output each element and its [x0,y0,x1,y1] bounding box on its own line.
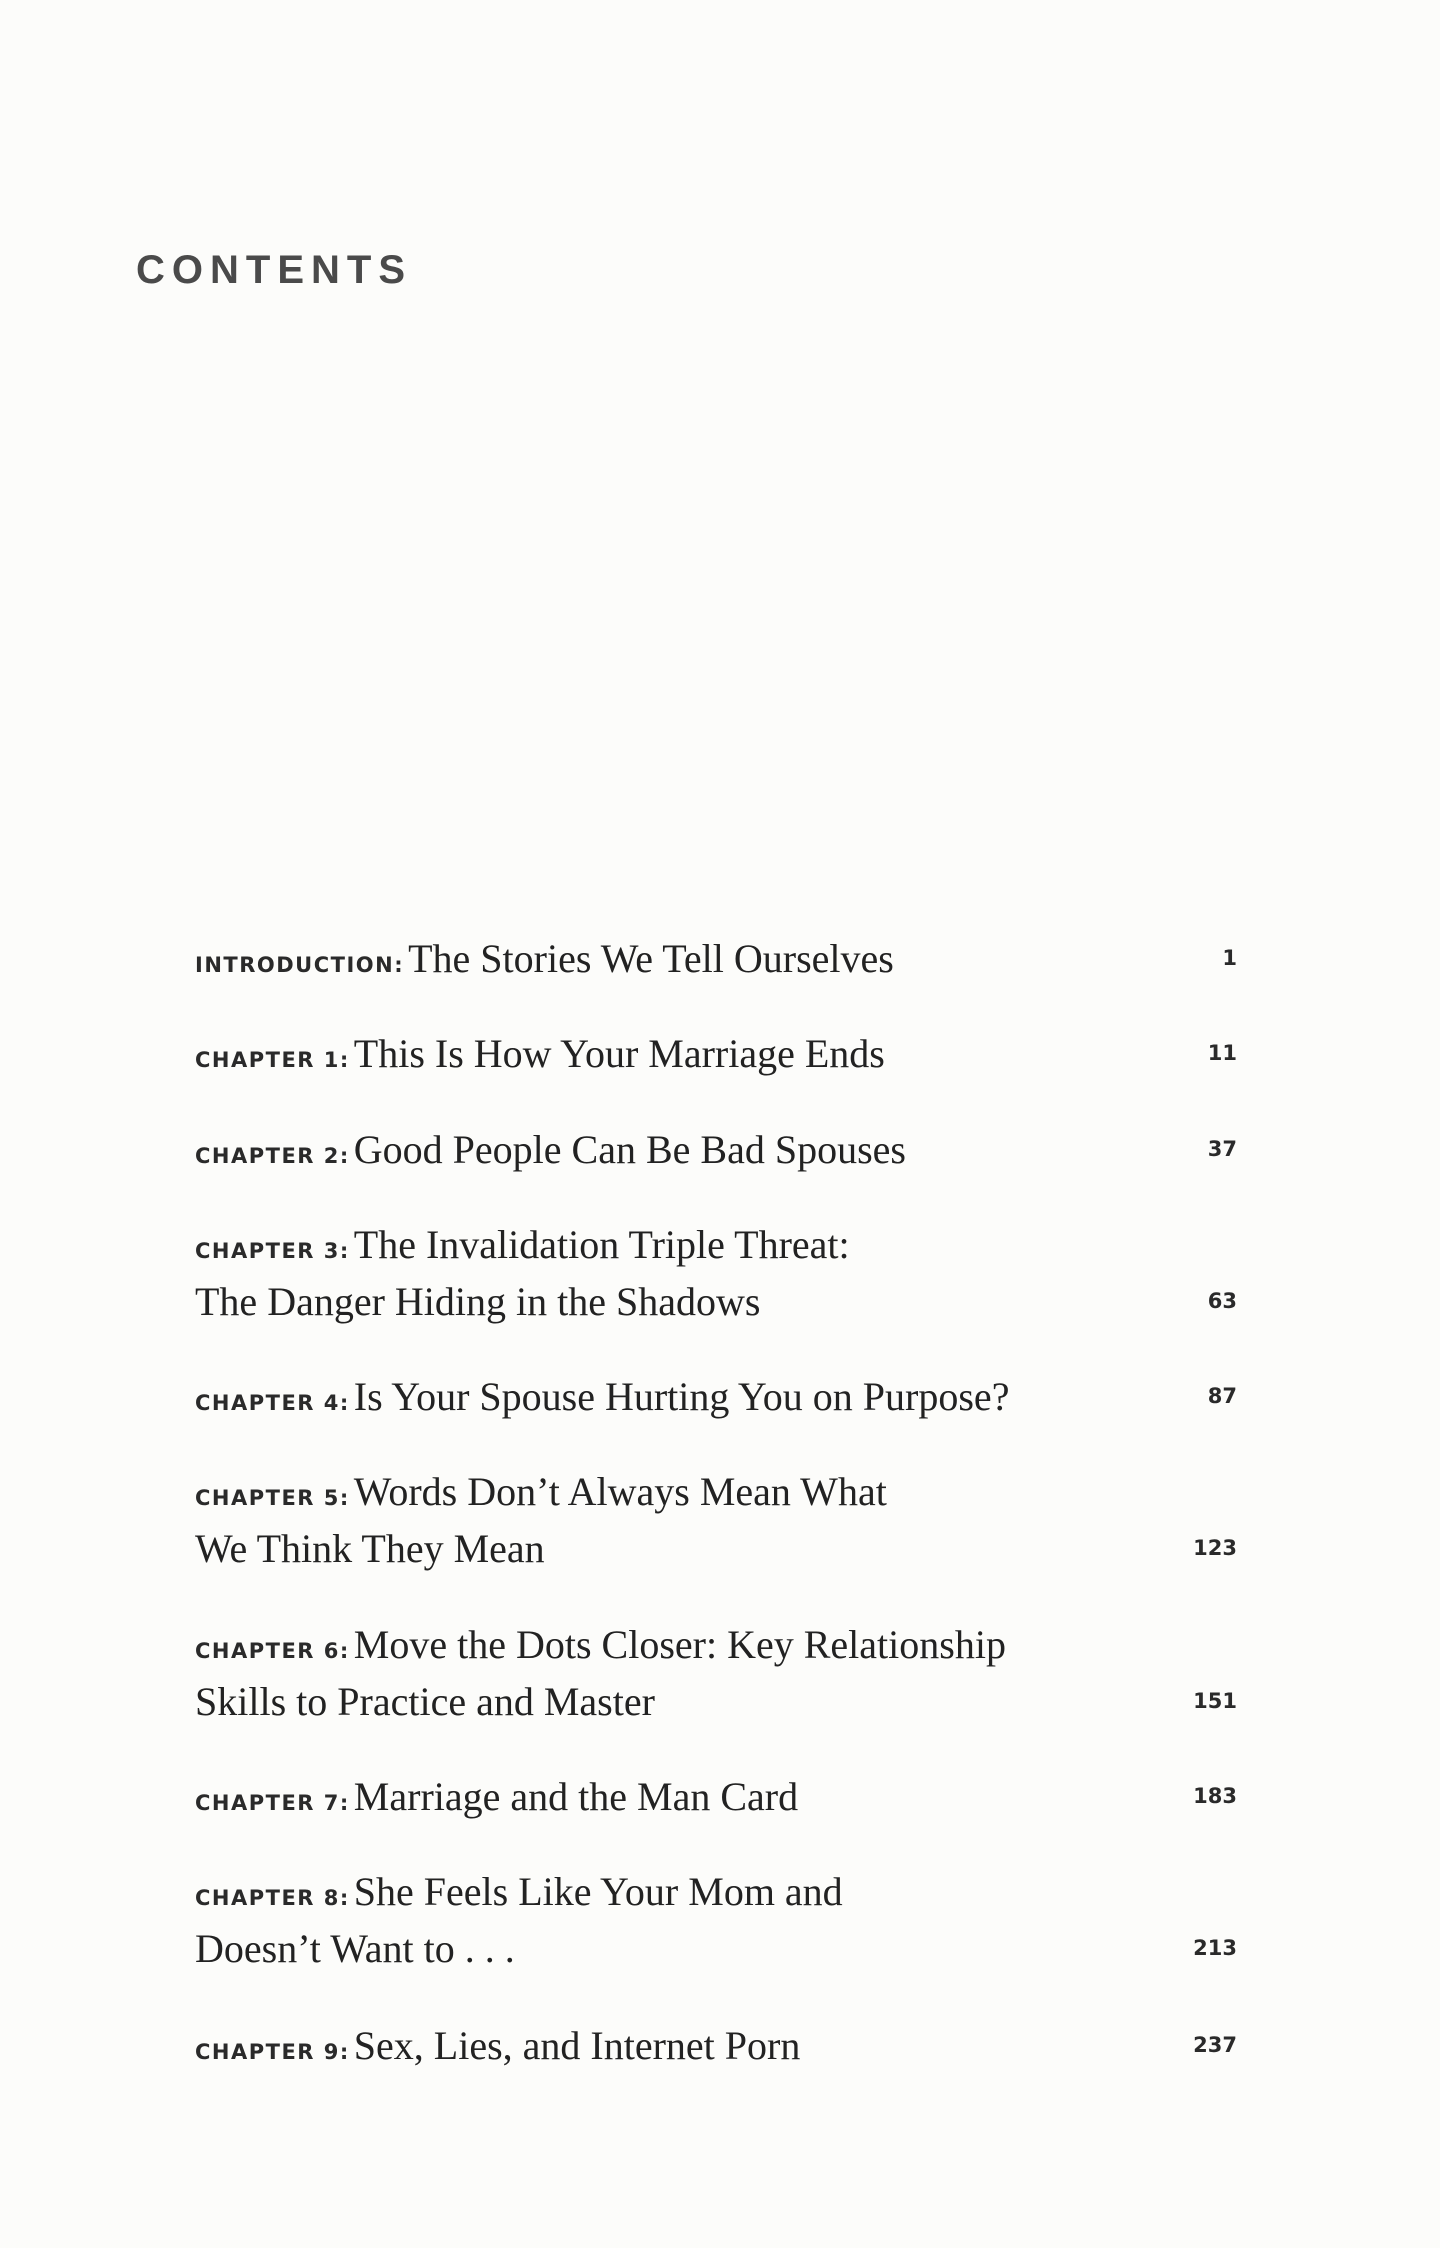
entry-title-continued: Doesn’t Want to . . . [195,1926,515,1971]
toc-entry-chapter-5[interactable] [195,1463,1237,1577]
page-number: 123 [1193,1536,1237,1560]
page-number: 183 [1193,1784,1237,1808]
page-number: 37 [1207,1137,1237,1161]
entry-title: Sex, Lies, and Internet Porn [353,2023,801,2068]
toc-entry-chapter-7[interactable] [195,1768,1237,1825]
entry-title: Good People Can Be Bad Spouses [353,1127,906,1172]
page-number: 63 [1207,1289,1237,1313]
entry-label: CHAPTER 4: [195,1391,350,1415]
toc-entry-chapter-3[interactable] [195,1216,1237,1330]
toc-entry-introduction[interactable] [195,930,1237,987]
entry-title: She Feels Like Your Mom and [353,1869,843,1914]
toc-entry-chapter-4[interactable] [195,1368,1237,1425]
entry-label: CHAPTER 6: [195,1639,350,1663]
page-number: 87 [1207,1384,1237,1408]
entry-label: CHAPTER 1: [195,1048,350,1072]
entry-label: CHAPTER 5: [195,1486,350,1510]
entry-title: This Is How Your Marriage Ends [353,1031,885,1076]
entry-title-continued: The Danger Hiding in the Shadows [195,1279,761,1324]
entry-label: CHAPTER 7: [195,1791,350,1815]
toc-entry-chapter-1[interactable] [195,1025,1237,1082]
page-number: 213 [1193,1936,1237,1960]
entry-title: Words Don’t Always Mean What [353,1469,887,1514]
page-title: CONTENTS [136,248,412,292]
entry-title-continued: Skills to Practice and Master [195,1679,655,1724]
page-number: 1 [1222,946,1237,970]
entry-title: Marriage and the Man Card [353,1774,799,1819]
toc-entry-chapter-2[interactable] [195,1121,1237,1178]
entry-title: Is Your Spouse Hurting You on Purpose? [353,1374,1010,1419]
entry-label: CHAPTER 2: [195,1144,350,1168]
page-number: 151 [1193,1689,1237,1713]
entry-title: Move the Dots Closer: Key Relationship [353,1622,1006,1667]
entry-label: CHAPTER 8: [195,1886,350,1910]
entry-label: CHAPTER 9: [195,2040,350,2064]
toc-entry-chapter-6[interactable] [195,1616,1237,1730]
entry-label: CHAPTER 3: [195,1239,350,1263]
page-number: 237 [1193,2033,1237,2057]
entry-title: The Stories We Tell Ourselves [408,936,894,981]
toc-entry-chapter-8[interactable] [195,1863,1237,1977]
toc-entry-chapter-9[interactable] [195,2017,1237,2074]
entry-title-continued: We Think They Mean [195,1526,545,1571]
entry-title: The Invalidation Triple Threat: [353,1222,850,1267]
page-number: 11 [1207,1041,1237,1065]
entry-label: INTRODUCTION: [195,953,405,977]
